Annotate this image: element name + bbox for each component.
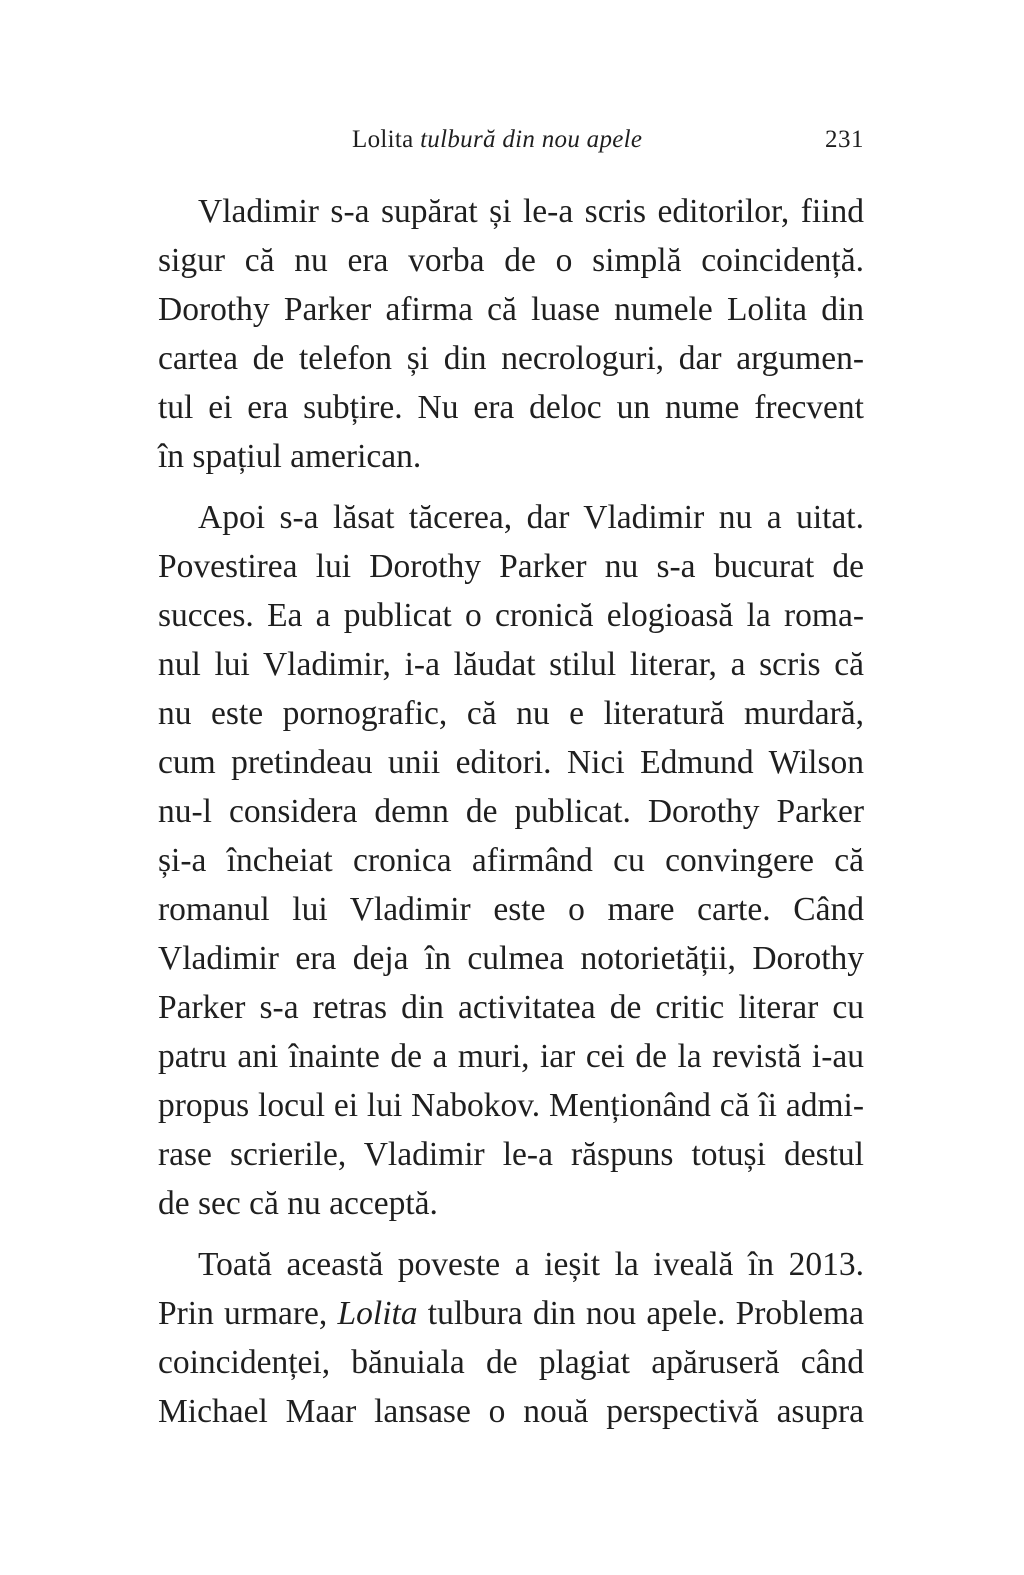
- running-title-italic: tulbură din nou apele: [420, 126, 643, 153]
- text-segment: Prin urmare,: [158, 1295, 338, 1332]
- running-header: [158, 118, 864, 166]
- running-title-plain: Lolita: [352, 126, 421, 153]
- text-line: nul lui Vladimir, i-a lăudat stilul literar, a scris că: [158, 646, 864, 683]
- text-segment: tulbura din nou apele. Problema: [417, 1295, 864, 1332]
- text-line: Dorothy Parker afirma că luase numele Lolita din: [158, 291, 864, 328]
- text-line: cum pretindeau unii editori. Nici Edmund Wilson: [158, 744, 864, 781]
- text-line: Apoi s-a lăsat tăcerea, dar Vladimir nu a uitat.: [198, 499, 864, 536]
- text-line: Vladimir era deja în culmea notorietății, Dorothy: [158, 940, 864, 977]
- paragraph-2: [158, 493, 864, 1228]
- text-line: Vladimir s-a supărat și le-a scris editorilor, fiind: [198, 193, 864, 230]
- body-text: [158, 187, 864, 1448]
- text-line: Parker s-a retras din activitatea de critic literar cu: [158, 989, 864, 1026]
- text-line: Michael Maar lansase o nouă perspectivă asupra: [158, 1393, 864, 1430]
- text-line: romanul lui Vladimir este o mare carte. Când: [158, 891, 864, 928]
- text-line: patru ani înainte de a muri, iar cei de la revistă i-au: [158, 1038, 864, 1075]
- text-line: sigur că nu era vorba de o simplă coincidență.: [158, 242, 864, 279]
- text-line: coincidenței, bănuiala de plagiat apăruseră când: [158, 1344, 864, 1381]
- text-line: Povestirea lui Dorothy Parker nu s-a bucurat de: [158, 548, 864, 585]
- text-line: [158, 1289, 864, 1338]
- text-line: cartea de telefon și din necrologuri, dar argumen-: [158, 340, 864, 377]
- text-line: nu-l considera demn de publicat. Dorothy Parker: [158, 793, 864, 830]
- text-line: tul ei era subțire. Nu era deloc un nume frecvent: [158, 389, 864, 426]
- text-line: rase scrierile, Vladimir le-a răspuns totuși destul: [158, 1136, 864, 1173]
- page-number: 231: [825, 126, 864, 153]
- text-line: în spațiul american.: [158, 438, 422, 475]
- text-line: succes. Ea a publicat o cronică elogioasă la roma-: [158, 597, 864, 634]
- text-line: Toată această poveste a ieșit la iveală în 2013.: [198, 1246, 864, 1283]
- text-line: propus locul ei lui Nabokov. Menționând că îi admi-: [158, 1087, 864, 1124]
- paragraph-1: [158, 187, 864, 481]
- text-line: nu este pornografic, că nu e literatură murdară,: [158, 695, 864, 732]
- running-title: [352, 126, 642, 154]
- text-line: de sec că nu acceptă.: [158, 1185, 438, 1222]
- book-title-italic: Lolita: [337, 1295, 418, 1332]
- text-line: și-a încheiat cronica afirmând cu convingere că: [158, 842, 864, 879]
- paragraph-3: [158, 1240, 864, 1436]
